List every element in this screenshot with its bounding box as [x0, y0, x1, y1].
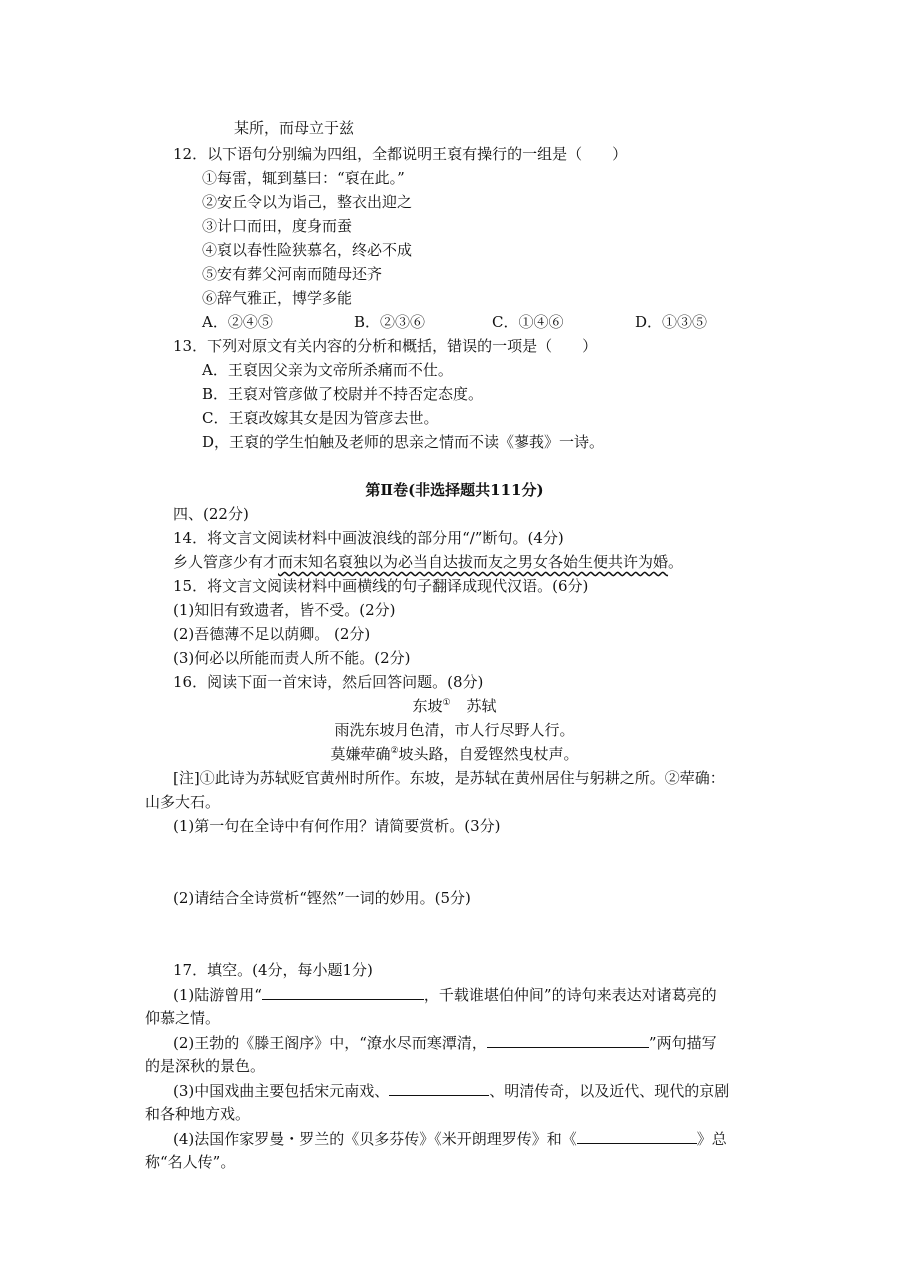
- poem-line-1: 雨洗东坡月色清，市人行尽野人行。: [334, 721, 575, 739]
- poem-line-2-a: 莫嫌荦确: [330, 745, 391, 763]
- q17-s3-a: (3)中国戏曲主要包括宋元南戏、: [173, 1082, 390, 1100]
- q12-item-1: ①每雷，辄到墓曰：“裒在此。”: [202, 169, 405, 187]
- q12-item-6: ⑥辞气雅正，博学多能: [202, 289, 353, 307]
- poem-note-line-2: 山多大石。: [145, 793, 221, 811]
- q14-wavy-text: 而末知名裒独以为必当自达拔而友之男女各始生便共许为婚: [278, 553, 669, 571]
- q14-stem: 14．将文言文阅读材料中画波浪线的部分用“/”断句。(4分): [173, 529, 564, 547]
- q13-stem: 13．下列对原文有关内容的分析和概括，错误的一项是（ ）: [173, 337, 598, 355]
- q17-stem: 17．填空。(4分，每小题1分): [173, 961, 373, 979]
- poem-title: 东坡: [412, 697, 443, 715]
- q12-option-c: C．①④⑥: [492, 313, 564, 331]
- poem-note-line-1: [注]①此诗为苏轼贬官黄州时所作。东坡，是苏轼在黄州居住与躬耕之所。②荦确：: [173, 769, 725, 787]
- q16-stem: 16．阅读下面一首宋诗，然后回答问题。(8分): [173, 673, 484, 691]
- q12-option-b: B．②③⑥: [354, 313, 426, 331]
- q17-s3-cont: 和各种地方戏。: [145, 1105, 251, 1123]
- q17-s1-blank[interactable]: [262, 984, 424, 1000]
- q15-item-1: (1)知旧有致遗者，皆不受。(2分): [173, 601, 396, 619]
- poem-line-2: [0, 744, 909, 764]
- q17-s3-line: [173, 1080, 729, 1101]
- q17-s1-b: ，千载谁堪伯仲间”的诗句来表达对诸葛亮的: [423, 986, 717, 1004]
- q17-s3-b: 、明清传奇，以及近代、现代的京剧: [489, 1082, 730, 1100]
- q12-item-2: ②安丘令以为诣己，整衣出迎之: [202, 193, 413, 211]
- q17-s1-a: (1)陆游曾用“: [173, 986, 262, 1004]
- poem-title-line: [0, 696, 909, 716]
- q16-sub-1: (1)第一句在全诗中有何作用？请简要赏析。(3分): [173, 817, 501, 835]
- q16-sub-2: (2)请结合全诗赏析“铿然”一词的妙用。(5分): [173, 889, 471, 907]
- section-title: 第Ⅱ卷(非选择题共111分): [365, 481, 544, 499]
- q17-s4-a: (4)法国作家罗曼・罗兰的《贝多芬传》《米开朗理罗传》和《: [173, 1130, 577, 1148]
- poem-author: 苏轼: [466, 697, 497, 715]
- poem-line-2-b: 坡头路，自爱铿然曳杖声。: [398, 745, 579, 763]
- q14-passage: [173, 552, 683, 572]
- q17-s2-b: ”两句描写: [648, 1034, 717, 1052]
- q17-s2-cont: 的是深秋的景色。: [145, 1057, 266, 1075]
- q15-stem: 15．将文言文阅读材料中画横线的句子翻译成现代汉语。(6分): [173, 577, 589, 595]
- q14-text-before: 乡人管彦少有才: [173, 553, 279, 571]
- q12-item-5: ⑤安有葬父河南而随母还齐: [202, 265, 383, 283]
- q12-stem: 12．以下语句分别编为四组，全都说明王裒有操行的一组是（ ）: [173, 145, 628, 163]
- q12-option-d: D．①③⑤: [635, 313, 708, 331]
- q17-s2-a: (2)王勃的《滕王阁序》中，“潦水尽而寒潭清，: [173, 1034, 487, 1052]
- q13-option-a: A．王裒因父亲为文帝所杀痛而不仕。: [202, 361, 453, 379]
- q17-s1-cont: 仰慕之情。: [145, 1009, 221, 1027]
- q17-s2-line: [173, 1032, 717, 1053]
- q15-item-3: (3)何必以所能而责人所不能。(2分): [173, 649, 411, 667]
- q13-option-c: C．王裒改嫁其女是因为管彦去世。: [202, 409, 439, 427]
- q17-s4-blank[interactable]: [577, 1128, 697, 1144]
- q14-text-after: 。: [668, 553, 684, 571]
- q17-s4-b: 》总: [696, 1130, 727, 1148]
- carry-over-line: 某所，而母立于兹: [234, 119, 355, 137]
- q17-s3-blank[interactable]: [389, 1080, 489, 1096]
- q17-s2-blank[interactable]: [487, 1032, 649, 1048]
- q12-option-a: A．②④⑤: [202, 313, 273, 331]
- q13-option-b: B．王裒对管彦做了校尉并不持否定态度。: [202, 385, 484, 403]
- q17-s1-line: [173, 984, 717, 1005]
- part-four-heading: 四、(22分): [173, 505, 249, 523]
- q17-s4-line: [173, 1128, 727, 1149]
- q12-item-3: ③计口而田，度身而蚕: [202, 217, 353, 235]
- q15-item-2: (2)吾德薄不足以荫卿。 (2分): [173, 625, 371, 643]
- poem-line-2-note: ②: [390, 746, 399, 756]
- q12-item-4: ④裒以春性险狭慕名，终必不成: [202, 241, 413, 259]
- q13-option-d: D，王裒的学生怕触及老师的思亲之情而不读《蓼莪》一诗。: [202, 433, 605, 451]
- q17-s4-cont: 称“名人传”。: [145, 1153, 236, 1171]
- poem-title-note: ①: [442, 698, 451, 708]
